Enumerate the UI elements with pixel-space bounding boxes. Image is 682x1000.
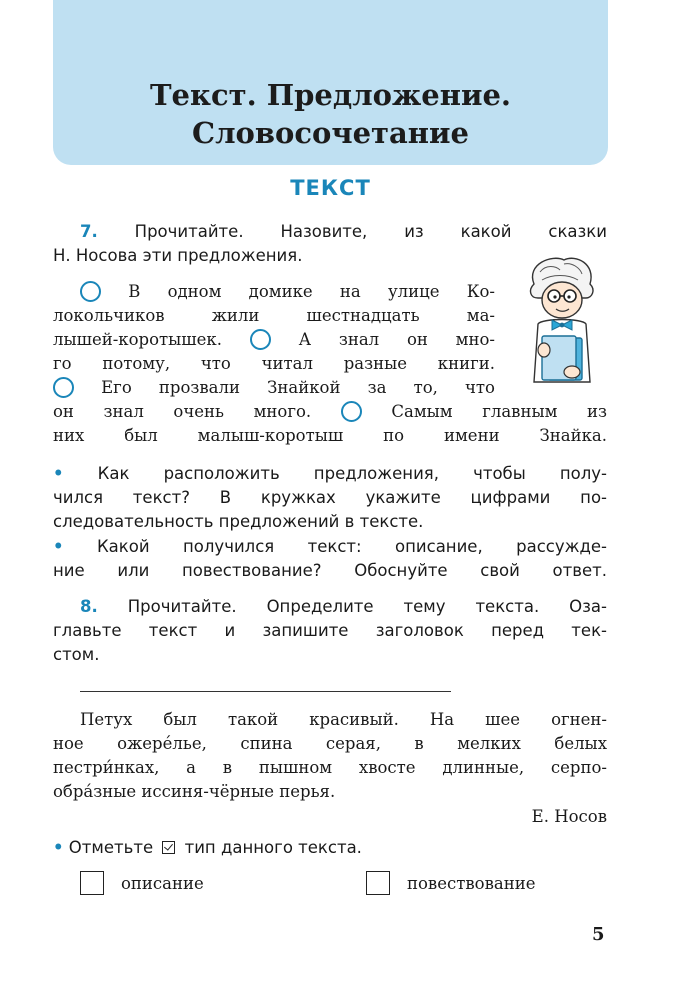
ex7-text-line2: локольчиков жили шестнадцать ма-: [53, 306, 495, 325]
checked-box-icon: [162, 841, 175, 854]
znayka-illustration: [512, 254, 608, 390]
chapter-title-line1: Текст. Предложение.: [149, 78, 512, 112]
title-answer-line[interactable]: [80, 691, 451, 692]
option-description-label: описание: [121, 874, 204, 893]
ex8-instruction-line2: главьте текст и запишите заголовок перед тек-: [53, 621, 607, 640]
checkbox-description[interactable]: [80, 871, 104, 895]
section-title: ТЕКСТ: [290, 176, 371, 200]
checkbox-narration[interactable]: [366, 871, 390, 895]
order-circle-2[interactable]: [250, 329, 271, 350]
page-number: 5: [592, 924, 605, 945]
bullet: •: [53, 537, 64, 556]
ex7-text-line6: он знал очень много. Самым главным из: [53, 402, 607, 421]
ex7-question2-line2: ние или повествование? Обоснуйте свой ответ.: [53, 561, 607, 580]
ex7-text-line1: В одном домике на улице Ко-: [80, 280, 495, 304]
ex8-text-line2: ное ожерéлье, спина серая, в мелких белых: [53, 734, 607, 753]
ex8-instruction-line3: стом.: [53, 645, 100, 664]
order-circle-4[interactable]: [341, 401, 362, 422]
ex7-question1-line1: • Как расположить предложения, чтобы полу-: [53, 464, 608, 483]
ex8-number: 8.: [80, 597, 98, 616]
ex8-instruction-line1: 8. Прочитайте. Определите тему текста. Оза-: [80, 597, 607, 616]
ex7-instruction-line1: 7. Прочитайте. Назовите, из какой сказки: [80, 222, 607, 241]
chapter-banner: [53, 0, 608, 165]
ex8-text-line4: обра́зные иссиня-чёрные перья.: [53, 782, 336, 801]
chapter-title: [53, 76, 608, 152]
bullet: •: [53, 464, 64, 483]
ex7-text-line7: них был малыш-коротыш по имени Знайка.: [53, 426, 607, 445]
ex7-question1-line2: чился текст? В кружках укажите цифрами по-: [53, 488, 607, 507]
ex8-text-line1: Петух был такой красивый. На шее огнен-: [80, 710, 607, 729]
ex7-question2-line1: • Какой получился текст: описание, рассужде-: [53, 537, 607, 556]
ex7-number: 7.: [80, 222, 98, 241]
order-circle-3[interactable]: [53, 377, 74, 398]
option-narration-label: повествование: [407, 874, 536, 893]
ex8-task: • Отметьте тип данного текста.: [53, 838, 362, 857]
ex7-text-line3: лышей-коротышек. А знал он мно-: [53, 330, 496, 349]
ex8-author: Е. Носов: [531, 807, 607, 826]
chapter-title-line2: Словосочетание: [192, 116, 469, 150]
ex7-text-line4: го потому, что читал разные книги.: [53, 354, 495, 373]
order-circle-1[interactable]: [80, 281, 101, 302]
bullet: •: [53, 838, 64, 857]
ex7-text-line5: Его прозвали Знайкой за то, что: [53, 376, 495, 400]
ex7-instruction-line2: Н. Носова эти предложения.: [53, 246, 303, 265]
ex7-question1-line3: следовательность предложений в тексте.: [53, 512, 424, 531]
ex8-text-line3: пестри́нках, а в пышном хвосте длинные, серпо-: [53, 758, 607, 777]
